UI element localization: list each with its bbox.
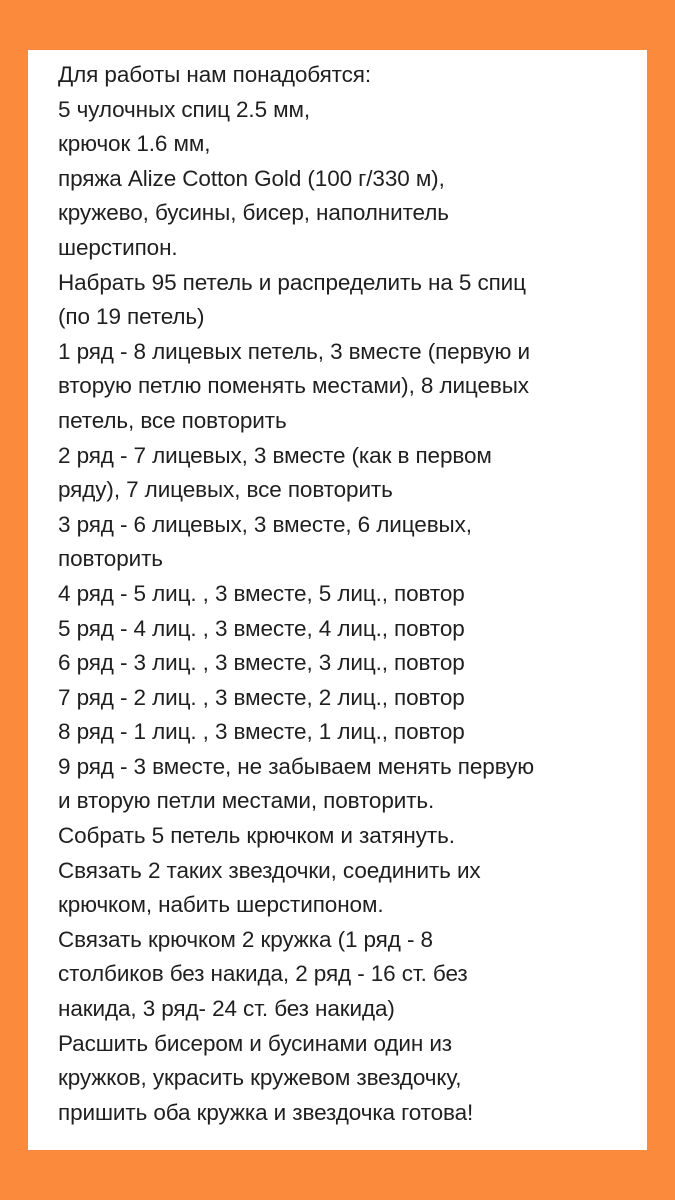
- text-line: 4 ряд - 5 лиц. , 3 вместе, 5 лиц., повтор: [58, 580, 465, 606]
- text-line: Для работы нам понадобятся:: [58, 62, 372, 87]
- text-line: 7 ряд - 2 лиц. , 3 вместе, 2 лиц., повтор: [58, 684, 465, 710]
- text-line: шерстипон.: [58, 234, 178, 260]
- text-line: 5 ряд - 4 лиц. , 3 вместе, 4 лиц., повтор: [58, 615, 465, 641]
- text-line: 8 ряд - 1 лиц. , 3 вместе, 1 лиц., повтор: [58, 719, 465, 745]
- text-line: пряжа Alize Cotton Gold (100 г/330 м),: [58, 165, 445, 191]
- text-line: крючок 1.6 мм,: [58, 131, 211, 157]
- text-line: 1 ряд - 8 лицевых петель, 3 вместе (первую и: [58, 338, 530, 364]
- text-line: (по 19 петель): [58, 304, 205, 330]
- text-line: Набрать 95 петель и распределить на 5 спиц: [58, 269, 526, 295]
- text-line: Связать крючком 2 кружка (1 ряд - 8: [58, 926, 433, 952]
- text-line: петель, все повторить: [58, 407, 287, 433]
- text-line: кружков, украсить кружевом звездочку,: [58, 1065, 462, 1091]
- text-line: 2 ряд - 7 лицевых, 3 вместе (как в первом: [58, 442, 492, 468]
- text-line: пришить оба кружка и звездочка готова!: [58, 1099, 474, 1125]
- text-line: Расшить бисером и бусинами один из: [58, 1030, 453, 1056]
- text-line: крючком, набить шерстипоном.: [58, 892, 384, 918]
- instructions-card: [28, 50, 647, 1150]
- text-line: и вторую петли местами, повторить.: [58, 788, 435, 814]
- text-line: вторую петлю поменять местами), 8 лицевых: [58, 373, 529, 399]
- text-line: 3 ряд - 6 лицевых, 3 вместе, 6 лицевых,: [58, 511, 472, 537]
- text-line: 5 чулочных спиц 2.5 мм,: [58, 96, 311, 122]
- text-line: столбиков без накида, 2 ряд - 16 ст. без: [58, 961, 468, 987]
- text-line: 6 ряд - 3 лиц. , 3 вместе, 3 лиц., повтор: [58, 650, 465, 676]
- text-line: кружево, бусины, бисер, наполнитель: [58, 200, 449, 226]
- text-line: Собрать 5 петель крючком и затянуть.: [58, 823, 455, 849]
- knitting-instructions-text: [58, 58, 638, 1130]
- text-line: ряду), 7 лицевых, все повторить: [58, 477, 393, 503]
- text-line: накида, 3 ряд- 24 ст. без накида): [58, 996, 395, 1022]
- text-line: повторить: [58, 546, 163, 572]
- text-line: 9 ряд - 3 вместе, не забываем менять первую: [58, 753, 534, 779]
- text-line: Связать 2 таких звездочки, соединить их: [58, 857, 481, 883]
